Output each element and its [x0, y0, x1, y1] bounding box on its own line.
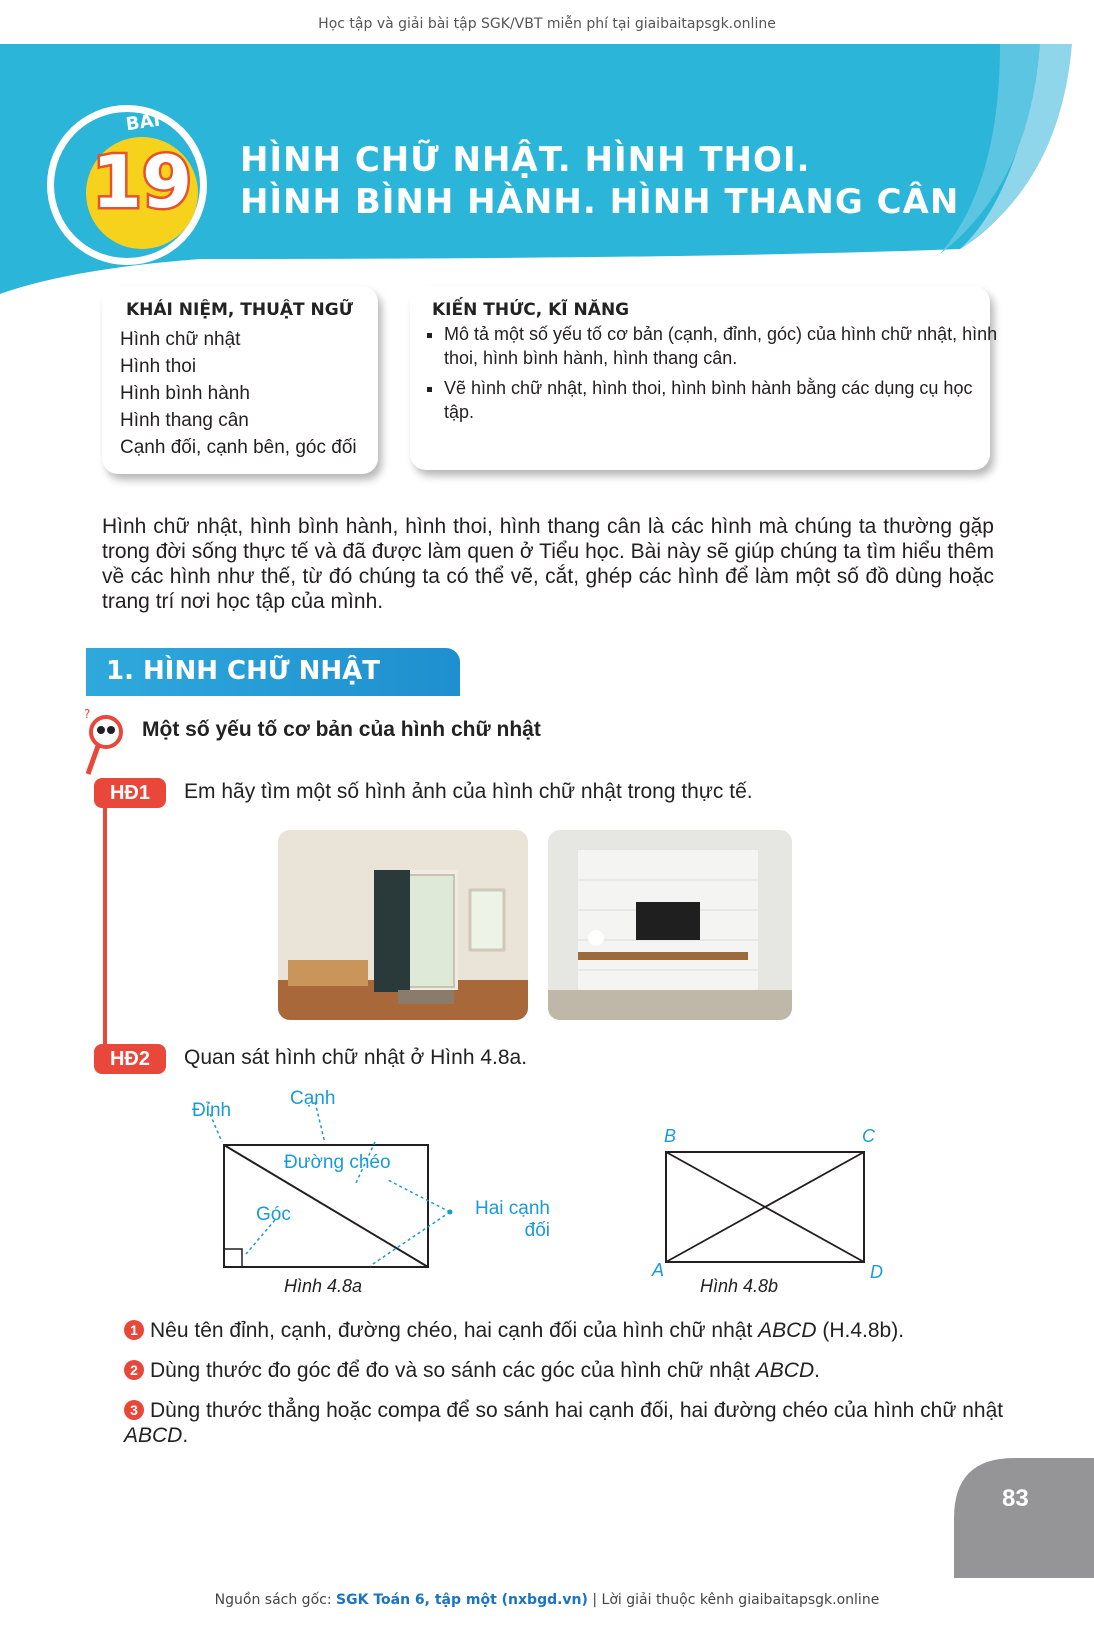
label-diagonal: Đường chéo — [284, 1152, 391, 1173]
subsection-title: Một số yếu tố cơ bản của hình chữ nhật — [142, 718, 541, 741]
vertex-label-b: B — [664, 1126, 677, 1146]
question-text-end: . — [182, 1424, 189, 1447]
lesson-number: 19 — [91, 140, 193, 224]
vertex-label-a: A — [652, 1260, 665, 1280]
activity-text-hd2: Quan sát hình chữ nhật ở Hình 4.8a. — [184, 1046, 528, 1069]
question-text-end: . — [814, 1359, 820, 1382]
figure-4-8b-caption: Hình 4.8b — [700, 1276, 779, 1296]
figure-4-8b-diagram — [660, 1140, 870, 1270]
lesson-title-line-1: HÌNH CHỮ NHẬT. HÌNH THOI. — [240, 140, 811, 180]
skills-card-title: KIẾN THỨC, KĨ NĂNG — [432, 300, 630, 320]
question-number: 3 — [124, 1400, 144, 1420]
question-figure-name: ABCD — [124, 1424, 183, 1447]
skills-card — [410, 286, 998, 470]
label-opposite-sides-1: Hai cạnh — [475, 1198, 550, 1219]
term-item: Hình thang cân — [120, 410, 249, 431]
section-title: 1. HÌNH CHỮ NHẬT — [106, 656, 381, 686]
photo-hallway-door — [278, 830, 528, 1020]
label-opposite-sides-2: đối — [524, 1220, 550, 1241]
mascot-magnifier-icon — [84, 708, 130, 778]
footer-suffix: | Lời giải thuộc kênh giaibaitapsgk.online — [587, 1592, 880, 1608]
footer-prefix: Nguồn sách gốc: — [214, 1592, 337, 1608]
question-number: 1 — [124, 1320, 144, 1340]
label-side: Cạnh — [290, 1088, 336, 1109]
term-item: Cạnh đối, cạnh bên, góc đối — [120, 437, 357, 458]
question-text-end: (H.4.8b). — [816, 1319, 905, 1342]
label-angle: Góc — [256, 1204, 291, 1225]
intro-paragraph: Hình chữ nhật, hình bình hành, hình thoi, hình thang cân là các hình mà chúng ta thường gặp trong đời sống thực tế và đã được làm quen ở Tiểu học. Bài này sẽ giúp chúng ta tìm hiểu thêm về các hình như thế, từ đó chúng ta có thể vẽ, cắt, ghép các hình để làm một số đồ dùng hoặc trang trí nơi học tập của mình. — [102, 515, 994, 613]
question-figure-name: ABCD — [758, 1319, 817, 1342]
skill-item: ▪ Vẽ hình chữ nhật, hình thoi, hình bình hành bằng các dụng cụ học tập. — [444, 376, 1004, 424]
lesson-word: BÀI — [124, 109, 162, 136]
photo-living-room-tv — [548, 830, 792, 1020]
activity-timeline-line — [103, 790, 107, 1052]
lesson-title-line-2: HÌNH BÌNH HÀNH. HÌNH THANG CÂN — [240, 182, 960, 222]
figure-4-8a-caption: Hình 4.8a — [284, 1276, 363, 1296]
term-item: Hình chữ nhật — [120, 329, 241, 350]
terms-card — [102, 286, 378, 474]
skill-item: ▪ Mô tả một số yếu tố cơ bản (cạnh, đỉnh, góc) của hình chữ nhật, hình thoi, hình bình hành, hình thang cân. — [444, 322, 1004, 370]
question-text: Dùng thước thẳng hoặc compa để so sánh hai cạnh đối, hai đường chéo của hình chữ nhật — [150, 1399, 1004, 1422]
figure-4-8a-diagram — [180, 1090, 570, 1280]
question-number: 2 — [124, 1360, 144, 1380]
term-item: Hình thoi — [120, 356, 197, 377]
label-vertex: Đỉnh — [192, 1100, 232, 1121]
question-1 — [124, 1318, 1004, 1343]
page-number-tab — [954, 1458, 1094, 1578]
vertex-label-c: C — [862, 1126, 875, 1146]
page-number: 83 — [1002, 1485, 1029, 1512]
question-text: Dùng thước đo góc để đo và so sánh các góc của hình chữ nhật — [150, 1359, 756, 1382]
question-text: Nêu tên đỉnh, cạnh, đường chéo, hai cạnh đối của hình chữ nhật — [150, 1319, 759, 1342]
activity-tag-hd2: HĐ2 — [94, 1044, 166, 1074]
terms-card-title: KHÁI NIỆM, THUẬT NGỮ — [126, 300, 353, 320]
activity-text-hd1: Em hãy tìm một số hình ảnh của hình chữ nhật trong thực tế. — [184, 780, 753, 803]
question-2 — [124, 1358, 1004, 1383]
question-3 — [124, 1398, 1004, 1448]
svg-text:?: ? — [84, 708, 91, 721]
header-note: Học tập và giải bài tập SGK/VBT miễn phí tại giaibaitapsgk.online — [318, 16, 776, 32]
footer-source-link[interactable]: SGK Toán 6, tập một (nxbgd.vn) — [336, 1592, 588, 1608]
activity-tag-hd1: HĐ1 — [94, 778, 166, 808]
vertex-label-d: D — [870, 1262, 883, 1282]
question-figure-name: ABCD — [755, 1359, 815, 1382]
footer-note — [0, 1592, 1094, 1608]
term-item: Hình bình hành — [120, 383, 250, 404]
